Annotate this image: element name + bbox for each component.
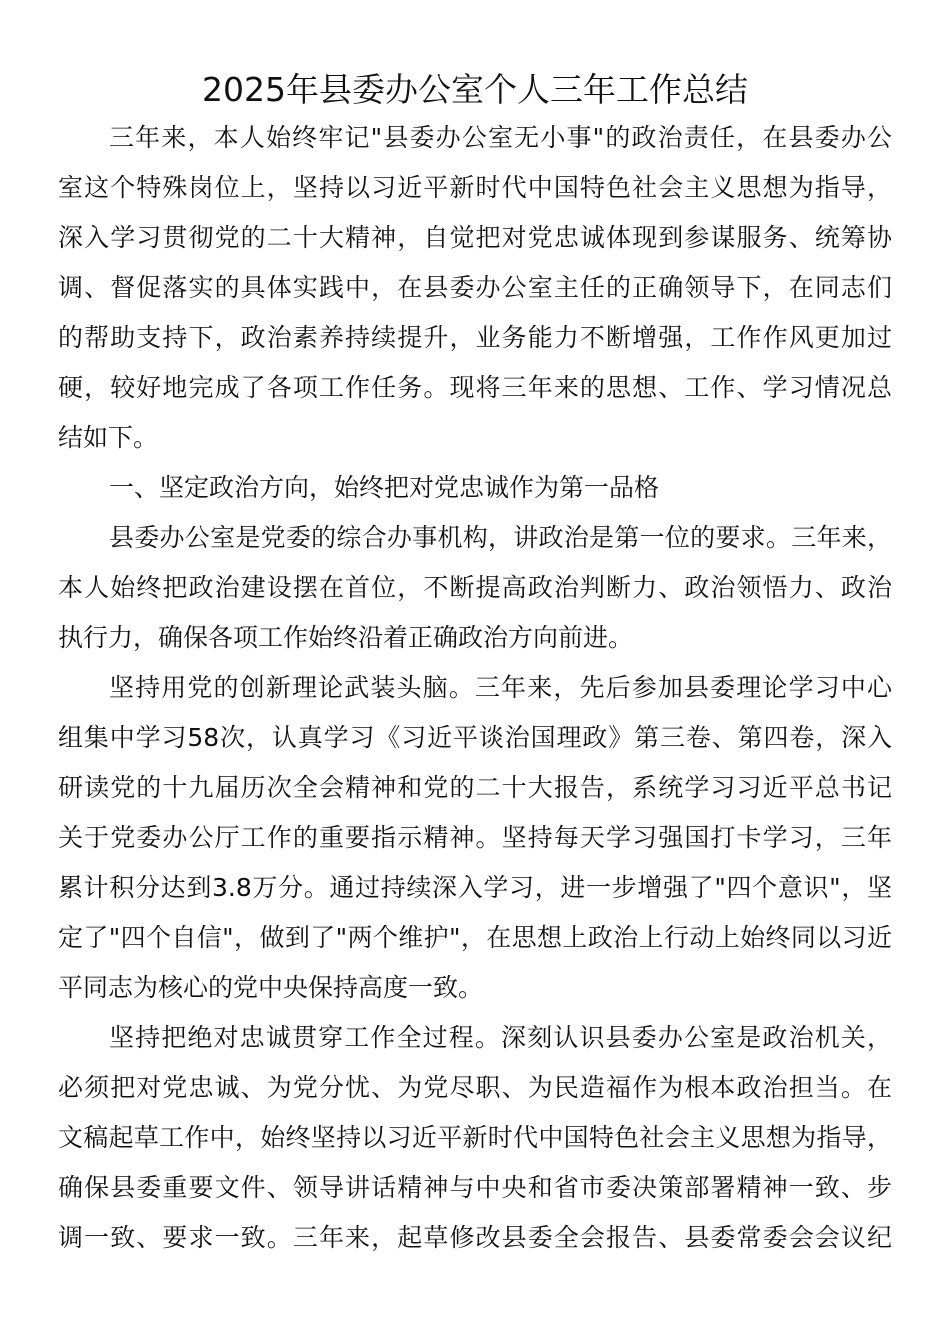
paragraph [58, 513, 892, 663]
text-line: 结如下。 [58, 423, 159, 452]
text-line: 的帮助支持下，政治素养持续提升，业务能力不断增强，工作作风更加过 [58, 323, 892, 352]
text-line: 硬，较好地完成了各项工作任务。现将三年来的思想、工作、学习情况总 [58, 373, 892, 402]
text-line: 平同志为核心的党中央保持高度一致。 [58, 973, 484, 1002]
text-line: 关于党委办公厅工作的重要指示精神。坚持每天学习强国打卡学习，三年 [58, 823, 892, 852]
text-line: 县委办公室是党委的综合办事机构，讲政治是第一位的要求。三年来， [109, 523, 892, 552]
text-line: 必须把对党忠诚、为党分忧、为党尽职、为民造福作为根本政治担当。在 [58, 1073, 892, 1102]
text-line: 累计积分达到3.8万分。通过持续深入学习，进一步增强了"四个意识"，坚 [58, 873, 892, 902]
section-heading [58, 463, 892, 513]
text-line: 执行力，确保各项工作始终沿着正确政治方向前进。 [58, 623, 634, 652]
document-title: 2025年县委办公室个人三年工作总结 [202, 70, 748, 109]
paragraph [58, 113, 892, 463]
text-line: 定了"四个自信"，做到了"两个维护"，在思想上政治上行动上始终同以习近 [58, 923, 892, 952]
text-line: 调一致、要求一致。三年来，起草修改县委全会报告、县委常委会会议纪 [58, 1223, 892, 1252]
document-page [58, 66, 892, 1263]
text-line: 三年来，本人始终牢记"县委办公室无小事"的政治责任，在县委办公 [109, 123, 892, 152]
text-line: 一、坚定政治方向，始终把对党忠诚作为第一品格 [109, 473, 660, 502]
paragraph [58, 1013, 892, 1263]
text-line: 文稿起草工作中，始终坚持以习近平新时代中国特色社会主义思想为指导， [58, 1123, 892, 1152]
text-line: 确保县委重要文件、领导讲话精神与中央和省市委决策部署精神一致、步 [58, 1173, 892, 1202]
text-line: 室这个特殊岗位上，坚持以习近平新时代中国特色社会主义思想为指导， [58, 173, 892, 202]
paragraph [58, 663, 892, 1013]
text-line: 坚持用党的创新理论武装头脑。三年来，先后参加县委理论学习中心 [109, 673, 892, 702]
text-line: 研读党的十九届历次全会精神和党的二十大报告，系统学习习近平总书记 [58, 773, 892, 802]
text-line: 本人始终把政治建设摆在首位，不断提高政治判断力、政治领悟力、政治 [58, 573, 892, 602]
text-line: 坚持把绝对忠诚贯穿工作全过程。深刻认识县委办公室是政治机关， [109, 1023, 892, 1052]
text-line: 深入学习贯彻党的二十大精神，自觉把对党忠诚体现到参谋服务、统筹协 [58, 223, 892, 252]
document-body [58, 113, 892, 1263]
text-line: 调、督促落实的具体实践中，在县委办公室主任的正确领导下，在同志们 [58, 273, 892, 302]
text-line: 组集中学习58次，认真学习《习近平谈治国理政》第三卷、第四卷，深入 [58, 723, 892, 752]
